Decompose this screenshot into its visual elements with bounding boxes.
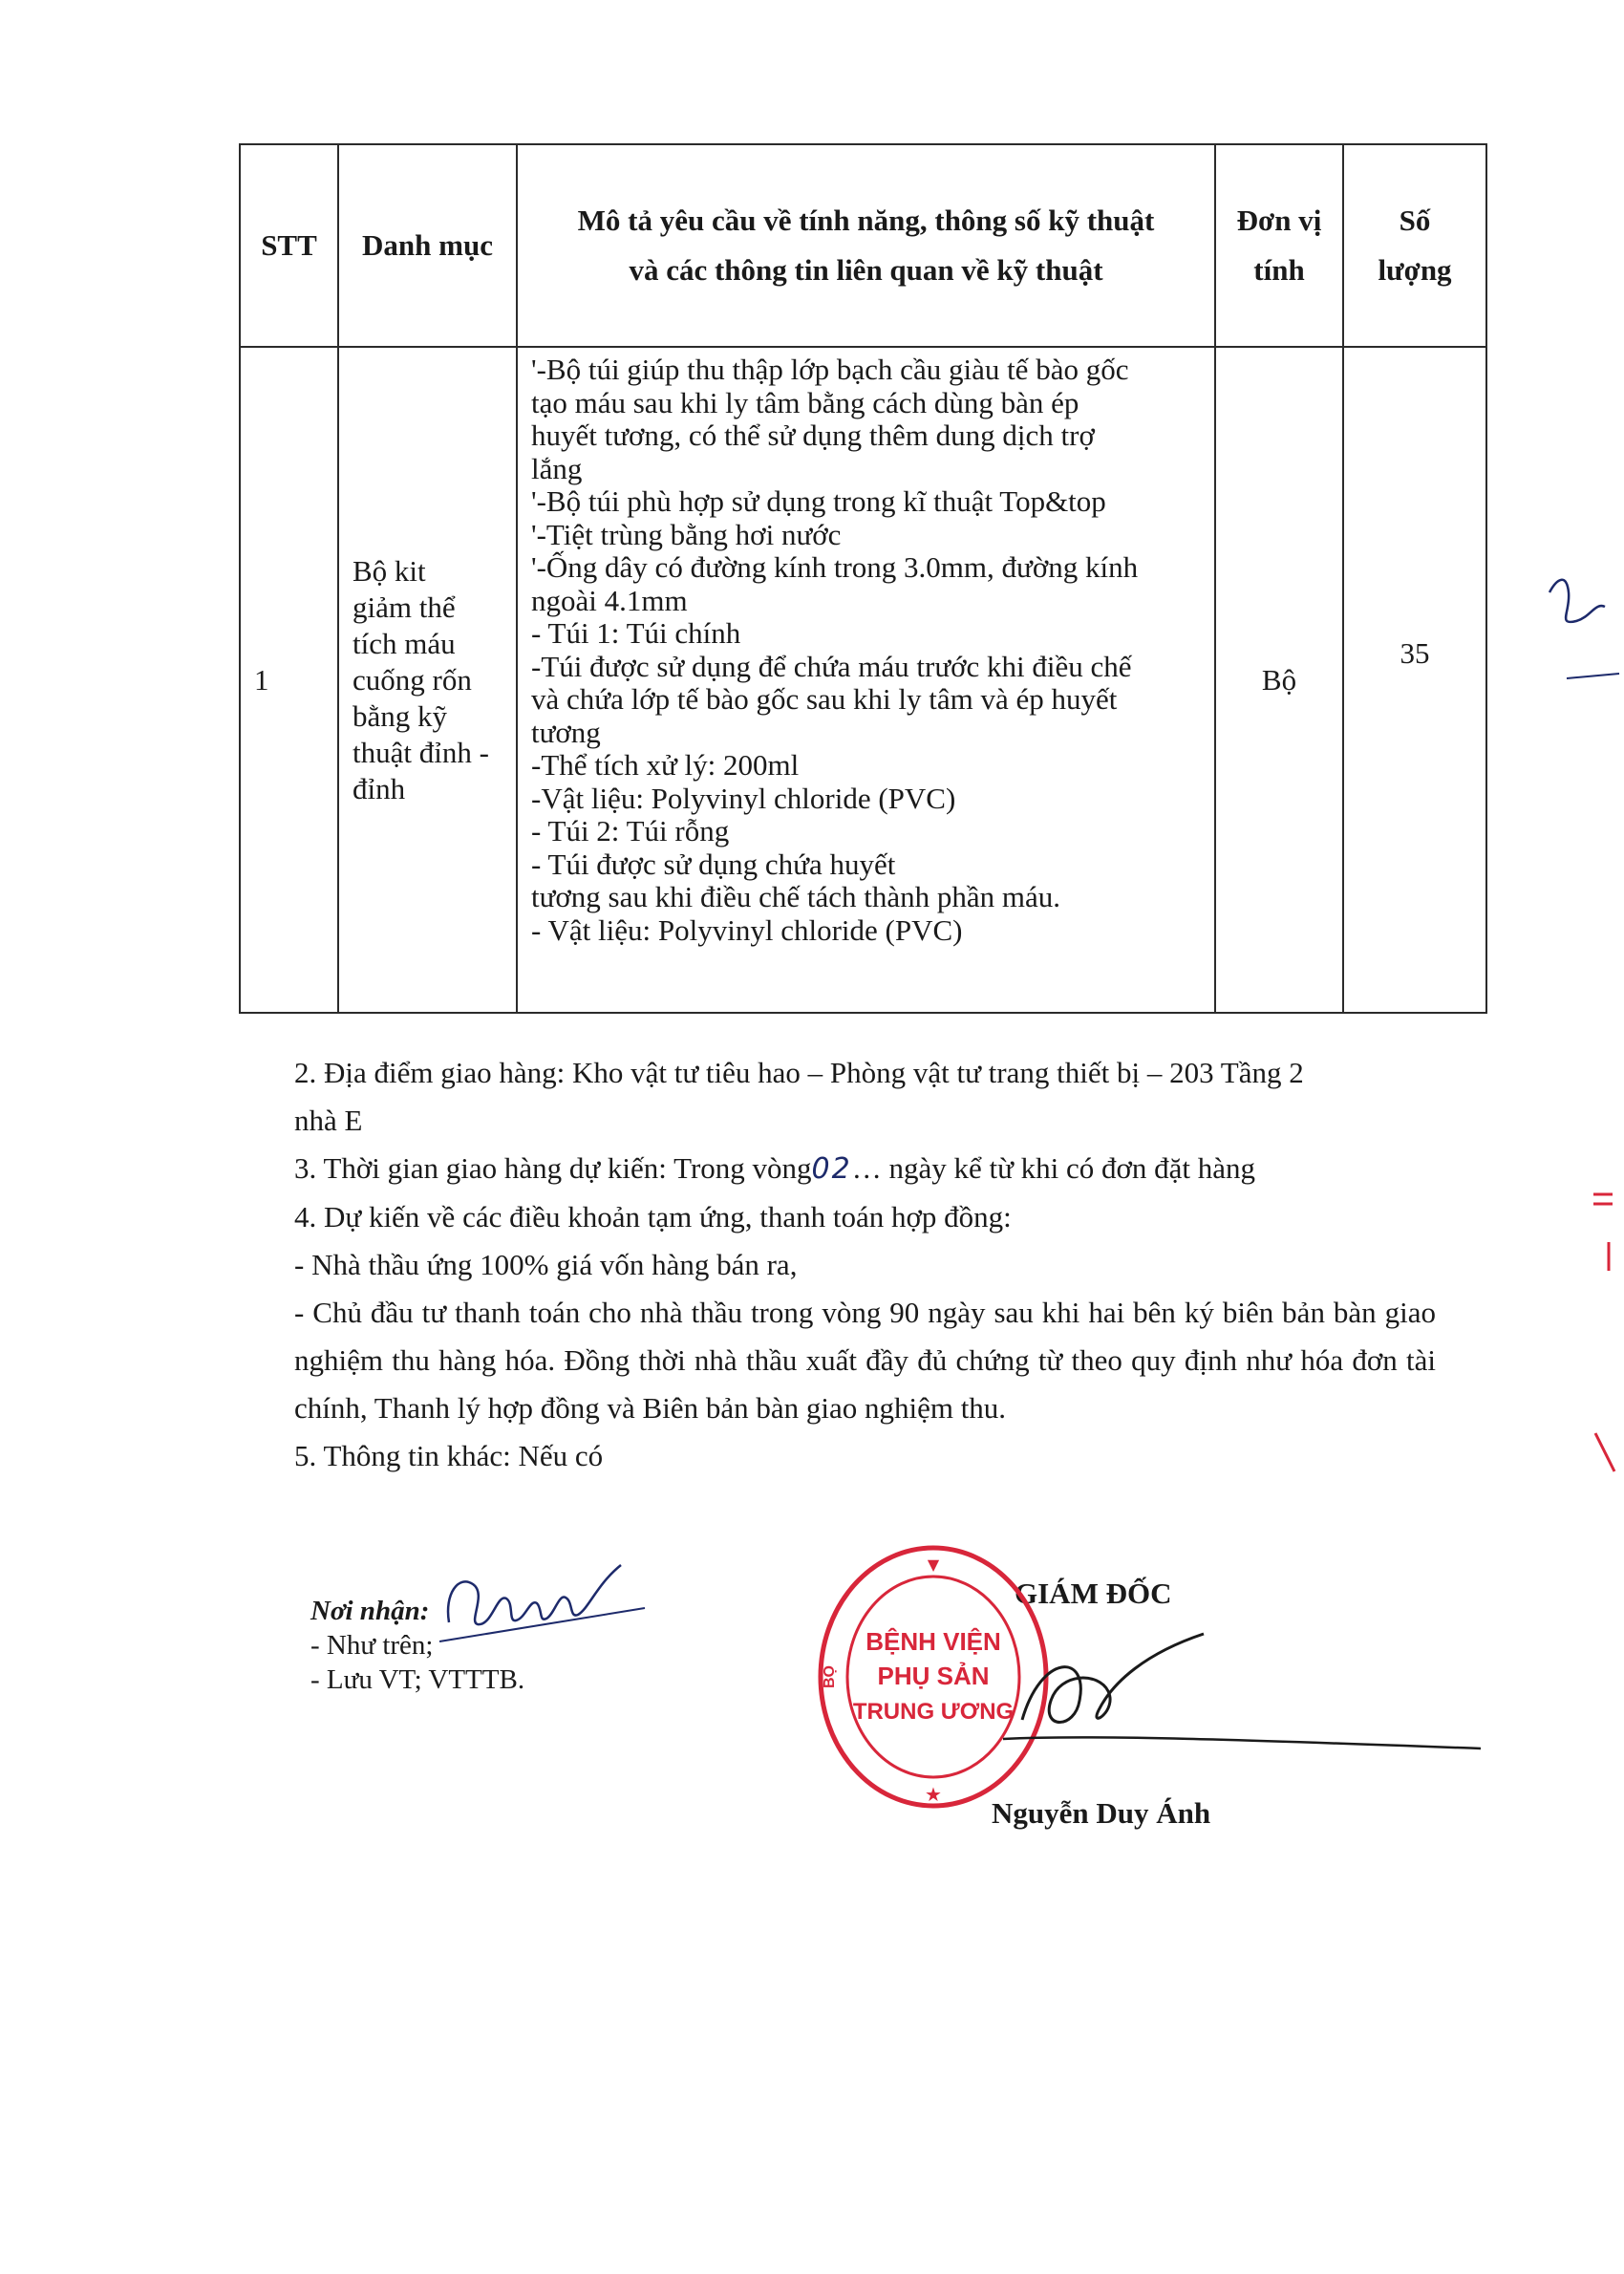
description-line: '-Bộ túi giúp thu thập lớp bạch cầu giàu tế bào gốc	[531, 353, 1129, 386]
item-2-line1: 2. Địa điểm giao hàng: Kho vật tư tiêu hao – Phòng vật tư trang thiết bị – 203 Tầng 2	[294, 1056, 1304, 1089]
description-line: - Túi được sử dụng chứa huyết	[531, 847, 896, 881]
recipients-title: Nơi nhận:	[310, 1596, 430, 1626]
description-line: lắng	[531, 451, 583, 485]
margin-annotation	[1528, 573, 1624, 1491]
item-5: 5. Thông tin khác: Nếu có	[294, 1439, 604, 1472]
table-row	[240, 347, 1486, 1013]
stamp-line2: PHỤ SẢN	[877, 1662, 990, 1690]
header-stt: STT	[240, 144, 338, 347]
recipient-line: - Như trên;	[310, 1630, 434, 1661]
row-quantity: 35	[1343, 347, 1486, 1013]
category-line: đỉnh	[353, 771, 406, 805]
header-quantity	[1343, 144, 1486, 347]
category-line: bằng kỹ	[353, 698, 448, 733]
table-header-row	[240, 144, 1486, 347]
initials-signature	[420, 1555, 650, 1651]
specification-table	[239, 143, 1487, 1014]
header-unit	[1215, 144, 1343, 347]
director-title: GIÁM ĐỐC	[1015, 1577, 1172, 1610]
row-unit: Bộ	[1215, 347, 1343, 1013]
header-description-line2: và các thông tin liên quan về kỹ thuật	[629, 253, 1103, 287]
description-line: -Túi được sử dụng để chứa máu trước khi điều chế	[531, 649, 1132, 683]
emblem-icon: ▼	[927, 1555, 940, 1574]
delivery-terms	[294, 1049, 1436, 1480]
description-line: - Túi 2: Túi rỗng	[531, 814, 730, 847]
item-4-payment: - Chủ đầu tư thanh toán cho nhà thầu trong vòng 90 ngày sau khi hai bên ký biên bản bàn giao nghiệm thu hàng hóa. Đồng thời nhà thầu xuất đầy đủ chứng từ theo quy định như hóa đơn tài chính, Thanh lý hợp đồng và Biên bản bàn giao nghiệm thu.	[294, 1296, 1436, 1425]
item-3-suffix: … ngày kể từ khi có đơn đặt hàng	[851, 1151, 1256, 1185]
header-unit-line2: tính	[1253, 253, 1305, 287]
director-signature	[984, 1615, 1500, 1768]
item-3-handwritten-days: 02	[811, 1152, 852, 1186]
description-line: tương	[531, 715, 601, 749]
row-category	[338, 347, 517, 1013]
item-3-prefix: 3. Thời gian giao hàng dự kiến: Trong vòng	[294, 1151, 812, 1185]
description-line: tạo máu sau khi ly tâm bằng cách dùng bàn ép	[531, 385, 1079, 419]
description-line: - Vật liệu: Polyvinyl chloride (PVC)	[531, 912, 963, 947]
item-4-advance: - Nhà thầu ứng 100% giá vốn hàng bán ra,	[294, 1248, 798, 1281]
description-line: - Túi 1: Túi chính	[531, 616, 741, 650]
description-line: và chứa lớp tế bào gốc sau khi ly tâm và ép huyết	[531, 682, 1118, 716]
description-line: '-Bộ túi phù hợp sử dụng trong kĩ thuật Top&top	[531, 484, 1106, 518]
category-line: tích máu	[353, 626, 456, 660]
header-quantity-line1: Số	[1399, 204, 1431, 237]
category-line: cuống rốn	[353, 662, 472, 697]
description-line: -Vật liệu: Polyvinyl chloride (PVC)	[531, 781, 956, 815]
stamp-line3: TRUNG ƯƠNG	[852, 1699, 1015, 1725]
star-icon: ★	[925, 1783, 942, 1806]
category-line: thuật đỉnh -	[353, 735, 489, 769]
row-stt: 1	[240, 347, 338, 1013]
item-3	[294, 1145, 1436, 1193]
header-description-line1: Mô tả yêu cầu về tính năng, thông số kỹ thuật	[577, 204, 1155, 237]
description-line: '-Ống dây có đường kính trong 3.0mm, đường kính	[531, 550, 1139, 584]
header-quantity-line2: lượng	[1378, 253, 1452, 287]
item-2-line2: nhà E	[294, 1104, 363, 1137]
recipient-line: - Lưu VT; VTTTB.	[310, 1664, 525, 1695]
stamp-side: BỘ	[822, 1665, 838, 1688]
stamp-line1: BỆNH VIỆN	[865, 1627, 1001, 1656]
header-unit-line1: Đơn vị	[1236, 204, 1322, 237]
category-line: Bộ kit	[353, 553, 426, 588]
category-line: giảm thể	[353, 590, 456, 624]
description-line: tương sau khi điều chế tách thành phần máu.	[531, 880, 1061, 913]
item-4: 4. Dự kiến về các điều khoản tạm ứng, thanh toán hợp đồng:	[294, 1200, 1012, 1234]
description-line: -Thể tích xử lý: 200ml	[531, 748, 800, 782]
header-description	[517, 144, 1215, 347]
header-category: Danh mục	[338, 144, 517, 347]
director-name: Nguyễn Duy Ánh	[992, 1796, 1211, 1830]
description-line: huyết tương, có thể sử dụng thêm dung dịch trợ	[531, 418, 1095, 452]
description-line: ngoài 4.1mm	[531, 583, 688, 617]
row-description	[517, 347, 1215, 1013]
description-line: '-Tiệt trùng bằng hơi nước	[531, 517, 842, 551]
